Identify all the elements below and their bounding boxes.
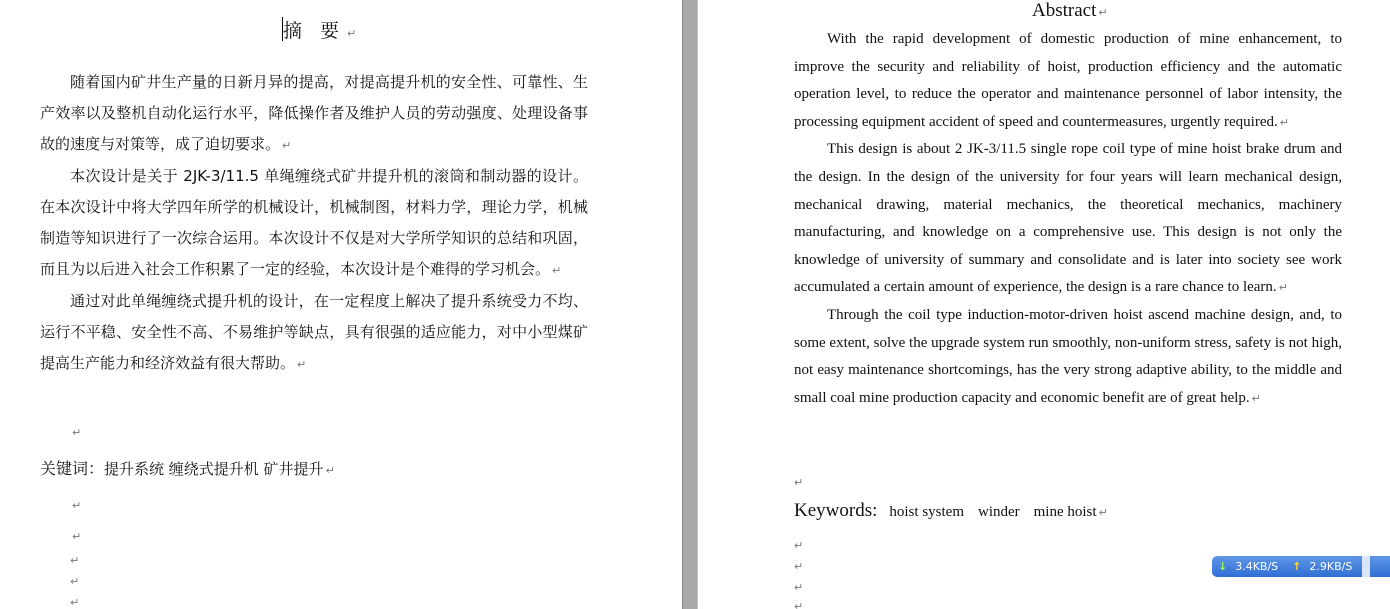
title-text: 摘 要	[283, 20, 346, 42]
paragraph-mark-icon: ↵	[70, 596, 80, 609]
download-arrow-icon: ↓	[1218, 560, 1228, 573]
paragraph-mark-icon: ↵	[70, 554, 80, 567]
paragraph-text: 随着国内矿井生产量的日新月异的提高，对提高提升机的安全性、可靠性、生产效率以及整机自动化运行水平，降低操作者及维护人员的劳动强度、处理设备事故的速度与对策等，成了迫切要求。	[40, 73, 588, 153]
paragraph-text: 通过对此单绳缠绕式提升机的设计，在一定程度上解决了提升系统受力不均、运行不平稳、安全性不高、不易维护等缺点，具有很强的适应能力，对中小型煤矿提高生产能力和经济效益有很大帮助。	[40, 292, 588, 372]
paragraph-mark-icon: ↵	[72, 530, 82, 543]
chinese-abstract-title	[283, 16, 362, 43]
paragraph-mark-icon: ↵	[1098, 506, 1108, 519]
paragraph-text: With the rapid development of domestic production of mine enhancement, to improve the security and reliability of hoist, production efficiency and the automatic operation level, to reduce the operator and maintenance personnel of labor intensity, the processing equipment accident of speed and countermeasures, urgently required.	[794, 31, 1342, 130]
english-abstract-page	[698, 0, 1390, 609]
paragraph-mark-icon: ↵	[1279, 115, 1289, 129]
abstract-paragraph	[794, 302, 1342, 412]
widget-edge	[1362, 556, 1370, 577]
abstract-paragraph	[40, 286, 588, 380]
page-gutter	[682, 0, 698, 609]
upload-speed: 2.9KB/S	[1309, 560, 1353, 573]
upload-arrow-icon: ↑	[1292, 560, 1302, 573]
paragraph-text: Through the coil type induction-motor-driven hoist ascend machine design, and, to some extent, solve the upgrade system run smoothly, non-uniform stress, safety is not high, not easy maintenance shortcomings, has the very strong adaptive ability, to the middle and small coal mine production capacity and economic benefit are of great help.	[794, 306, 1342, 406]
keywords-label: Keywords:	[794, 500, 878, 521]
paragraph-mark-icon: ↵	[282, 139, 292, 152]
paragraph-mark-icon: ↵	[1251, 391, 1261, 405]
chinese-abstract-page	[0, 0, 682, 609]
paragraph-mark-icon: ↵	[347, 27, 363, 40]
paragraph-mark-icon: ↵	[552, 264, 562, 277]
paragraph-text: 本次设计是关于 2JK-3/11.5 单绳缠绕式矿井提升机的滚筒和制动器的设计。在本次设计中将大学四年所学的机械设计，机械制图，材料力学，理论力学，机械制造等知识进行了一次综合运用。本次设计不仅是对大学所学知识的总结和巩固，而且为以后进入社会工作积累了一定的经验，本次设计是个难得的学习机会。	[40, 167, 588, 278]
keywords-text: 提升系统 缠绕式提升机 矿井提升	[104, 460, 324, 478]
chinese-abstract-body[interactable]	[40, 67, 588, 380]
abstract-paragraph	[40, 161, 588, 286]
chinese-keywords	[40, 456, 335, 479]
abstract-paragraph	[794, 136, 1342, 302]
paragraph-mark-icon: ↵	[325, 464, 335, 477]
abstract-paragraph	[794, 26, 1342, 136]
paragraph-mark-icon: ↵	[1098, 6, 1108, 19]
keywords-label: 关键词：	[40, 459, 105, 478]
abstract-paragraph	[40, 67, 588, 161]
title-text: Abstract	[1032, 0, 1097, 21]
paragraph-mark-icon: ↵	[794, 600, 804, 609]
paragraph-text: This design is about 2 JK-3/11.5 single rope coil type of mine hoist brake drum and the design. In the design of the university for four years will learn mechanical design, mechanical drawing, material mechanics, the theoretical mechanics, machinery manufacturing, and knowledge on a comprehensive use. This design is not only the knowledge of university of summary and consolidate and is later into society see work accumulated a certain amount of experience, the design is a rare chance to learn.	[794, 141, 1342, 296]
keyword-item: winder	[977, 504, 1020, 520]
paragraph-mark-icon: ↵	[1278, 281, 1288, 295]
paragraph-mark-icon: ↵	[794, 476, 804, 489]
paragraph-mark-icon: ↵	[297, 358, 307, 371]
paragraph-mark-icon: ↵	[72, 499, 82, 512]
paragraph-mark-icon: ↵	[794, 539, 804, 552]
paragraph-mark-icon: ↵	[794, 581, 804, 594]
network-speed-widget[interactable]	[1212, 556, 1390, 577]
english-abstract-title	[1032, 0, 1108, 22]
keyword-item: mine hoist	[1033, 504, 1097, 520]
paragraph-mark-icon: ↵	[794, 560, 804, 573]
paragraph-mark-icon: ↵	[70, 575, 80, 588]
english-keywords	[794, 500, 1108, 522]
paragraph-mark-icon: ↵	[72, 426, 82, 439]
english-abstract-body[interactable]	[794, 26, 1342, 412]
download-speed: 3.4KB/S	[1235, 560, 1279, 573]
keyword-item: hoist system	[889, 504, 964, 520]
